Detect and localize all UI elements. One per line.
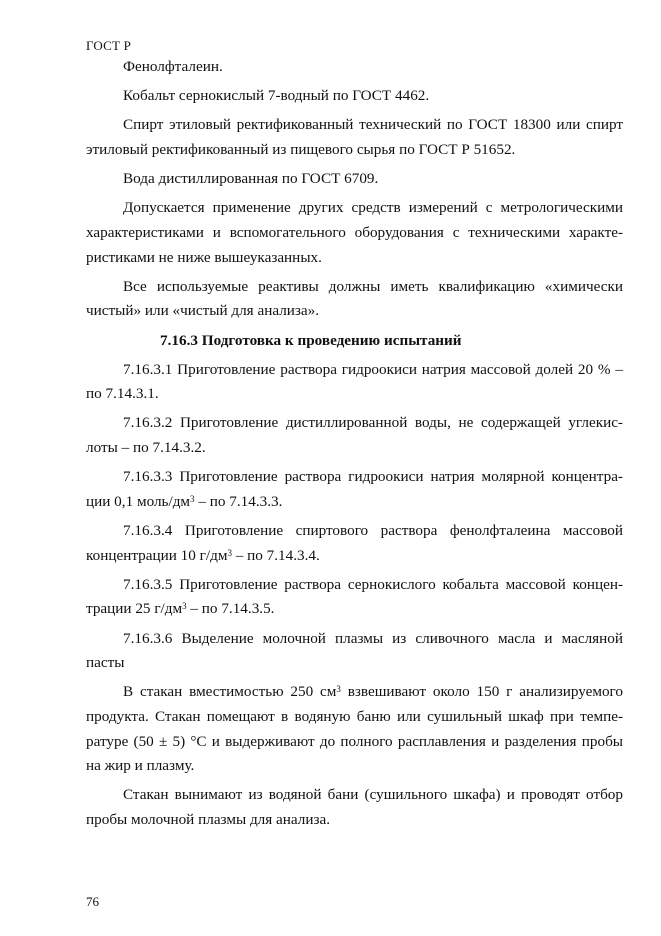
paragraph-7-16-3-3 bbox=[86, 465, 623, 514]
text-line: лоты – по 7.14.3.2. bbox=[86, 439, 206, 457]
text-line: Вода дистиллированная по ГОСТ 6709. bbox=[123, 170, 379, 188]
document-header: ГОСТ Р bbox=[86, 38, 132, 53]
text-line: чистый» или «чистый для анализа». bbox=[86, 302, 320, 320]
text-line: Спирт этиловый ректификованный технический по ГОСТ 18300 или спирт bbox=[123, 116, 623, 134]
superscript: 3 bbox=[336, 684, 341, 695]
text-line: 7.16.3.1 Приготовление раствора гидроокиси натрия массовой долей 20 % – bbox=[123, 360, 623, 378]
text-line: пробы молочной плазмы для анализа. bbox=[86, 810, 331, 828]
text-line: ристиками не ниже вышеуказанных. bbox=[86, 248, 322, 266]
text-line: продукта. Стакан помещают в водяную баню или сушильный шкаф при темпе- bbox=[86, 707, 623, 725]
section-title: 7.16.3 Подготовка к проведению испытаний bbox=[160, 331, 462, 349]
superscript: 3 bbox=[182, 601, 187, 612]
paragraph-phenolphthalein bbox=[86, 55, 623, 80]
text-line: В стакан вместимостью 250 $см^3$ взвешивают около 150 г анализируемого bbox=[123, 683, 624, 701]
paragraph-reagents bbox=[86, 275, 623, 324]
text-line: Стакан вынимают из водяной бани (сушильного шкафа) и проводят отбор bbox=[123, 786, 623, 804]
page-number: 76 bbox=[86, 894, 99, 909]
paragraph-7-16-3-2 bbox=[86, 411, 623, 460]
paragraph-7-16-3-6 bbox=[86, 627, 623, 676]
text-line: Фенолфталеин. bbox=[123, 58, 223, 75]
paragraph-plasma-sampling bbox=[86, 783, 623, 832]
paragraph-allowed-equipment bbox=[86, 196, 623, 270]
text-line: 7.16.3.2 Приготовление дистиллированной воды, не содержащей углекис- bbox=[123, 414, 623, 432]
paragraph-7-16-3-1 bbox=[86, 358, 623, 407]
text-line: концентрации 10 $г/дм^3$ – по 7.14.3.4. bbox=[86, 546, 320, 564]
text-line: характеристиками и вспомогательного оборудования с техническими характе- bbox=[86, 223, 623, 241]
superscript: 3 bbox=[227, 547, 232, 558]
text-line: по 7.14.3.1. bbox=[86, 385, 159, 403]
text-line: ратуре (50 ± 5) °С и выдерживают до полного расплавления и разделения пробы bbox=[86, 732, 623, 750]
paragraph-beaker bbox=[86, 680, 623, 778]
text-line: 7.16.3.5 Приготовление раствора сернокислого кобальта массовой концен- bbox=[123, 575, 623, 593]
superscript: 3 bbox=[190, 493, 195, 504]
text-line: Все используемые реактивы должны иметь квалификацию «химически bbox=[123, 277, 623, 295]
text-line: Кобальт сернокислый 7-водный по ГОСТ 4462. bbox=[123, 87, 430, 105]
text-line: 7.16.3.4 Приготовление спиртового раствора фенолфталеина массовой bbox=[123, 522, 623, 540]
text-line: трации 25 $г/дм^3$ – по 7.14.3.5. bbox=[86, 600, 275, 618]
text-line: этиловый ректификованный из пищевого сырья по ГОСТ Р 51652. bbox=[86, 140, 516, 158]
section-heading bbox=[86, 329, 623, 354]
text-line: 7.16.3.6 Выделение молочной плазмы из сливочного масла и масляной bbox=[123, 629, 623, 647]
text-line: на жир и плазму. bbox=[86, 757, 195, 775]
text-line: 7.16.3.3 Приготовление раствора гидроокиси натрия молярной концентра- bbox=[123, 468, 623, 486]
text-line: Допускается применение других средств измерений с метрологическими bbox=[123, 199, 623, 217]
text-line: пасты bbox=[86, 654, 125, 672]
paragraph-ethanol bbox=[86, 113, 623, 162]
paragraph-7-16-3-4 bbox=[86, 519, 623, 568]
paragraph-7-16-3-5 bbox=[86, 573, 623, 622]
text-line: ции 0,1 моль/$дм^3$ – по 7.14.3.3. bbox=[86, 492, 283, 510]
page-body bbox=[86, 55, 623, 837]
paragraph-water bbox=[86, 167, 623, 192]
paragraph-cobalt bbox=[86, 84, 623, 109]
